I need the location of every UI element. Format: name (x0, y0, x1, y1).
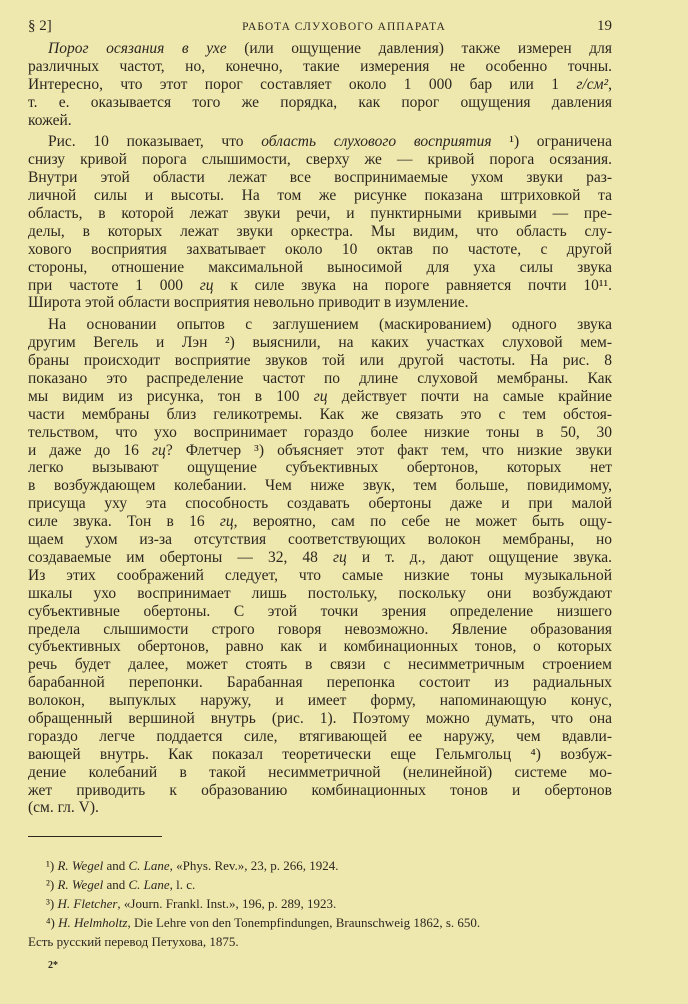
text-line (28, 495, 612, 513)
text-line (28, 567, 612, 585)
text-run: и даже до 16 (28, 441, 152, 459)
text-line (28, 187, 612, 205)
text-run: Есть русский перевод Петухова, 1875. (28, 934, 239, 949)
text-line (28, 169, 612, 187)
text-run: and (103, 858, 129, 873)
italic-text: гц (152, 441, 166, 459)
text-line (28, 334, 612, 352)
text-run: к силе звука на пороге равняется почти 10¹¹. (213, 276, 612, 294)
text-line (28, 424, 612, 442)
text-run: действует почти на самые крайние (327, 387, 612, 405)
text-line (28, 370, 612, 388)
text-run: Внутри этой области лежат все воспринимаемые ухом звуки раз- (28, 169, 612, 187)
italic-text: гц (199, 276, 214, 294)
text-run: область, в которой лежат звуки речи, и пунктирными кривыми — пре- (28, 205, 612, 223)
text-run: легко вызывают ощущение субъективных обертонов, которых нет (28, 459, 612, 477)
text-line (28, 549, 612, 567)
text-run: создаваемые им обертоны — 32, 48 (28, 548, 333, 566)
text-line (28, 531, 612, 549)
text-run: жет приводить к образованию комбинационных тонов и обертонов (28, 781, 612, 799)
text-line (28, 442, 612, 460)
text-line (28, 656, 612, 674)
body-text (28, 40, 612, 817)
text-line (28, 223, 612, 241)
section-number: § 2] (28, 18, 52, 34)
text-run: дение колебаний в такой несимметричной (нелинейной) системе мо- (28, 763, 612, 781)
text-line (28, 459, 612, 477)
text-run: (или ощущение давления) также измерен для (226, 40, 612, 57)
text-line (28, 477, 612, 495)
text-run: присуща уху эта способность создавать обертоны даже и при малой (28, 495, 612, 513)
text-run: силе звука. Тон в 16 (28, 513, 220, 531)
text-line (28, 710, 612, 728)
text-line (28, 603, 612, 621)
text-run: вающей внутрь. Как показал теоретически еще Гельмгольц ⁴) возбуж- (28, 745, 612, 763)
text-run: щаем ухом из-за отсутствия соответствующих волокон мембраны, но (28, 531, 612, 549)
text-run: гораздо легче поддается силе, втягивающей ее наружу, чем вдавли- (28, 727, 612, 745)
text-run: , «Journ. Frankl. Inst.», 196, p. 289, 1923. (117, 896, 337, 911)
italic-text: область слухового восприятия (261, 133, 492, 151)
text-run: Рис. 10 показывает, что (48, 133, 262, 151)
text-run: , «Phys. Rev.», 23, p. 266, 1924. (169, 858, 339, 873)
text-run: ¹) ограничена (491, 133, 612, 151)
text-run: Широта этой области восприятия невольно приводит в изумление. (28, 294, 469, 312)
text-run: волокон, выпуклых наружу, и имеет форму, напоминающую конус, (28, 692, 612, 710)
text-line (28, 58, 612, 76)
italic-text: H. Helmholtz (58, 915, 128, 930)
text-run: , l. c. (169, 877, 196, 892)
italic-text: г/см² (576, 75, 609, 93)
text-run: стороны, отношение максимальной выносимой для уха силы звука (28, 258, 612, 276)
text-run: различных частот, но, конечно, такие измерения не особенно точны. (28, 57, 612, 75)
text-run: браны происходит восприятие звуков той или другой частоты. На рис. 8 (28, 352, 612, 370)
text-line (28, 294, 612, 312)
text-run: and (103, 877, 129, 892)
italic-text: гц (313, 387, 328, 405)
text-line (28, 799, 612, 817)
text-run: барабанной перепонки. Барабанная перепонка состоит из радиальных (28, 674, 612, 692)
text-run: Из этих соображений следует, что самые низкие тоны музыкальной (28, 566, 612, 584)
footnote (28, 932, 628, 951)
text-run: при частоте 1 000 (28, 276, 200, 294)
text-line (28, 638, 612, 656)
text-line (28, 259, 612, 277)
footnote (28, 856, 628, 875)
text-line (28, 277, 612, 295)
text-run: мы видим из рисунка, тон в 100 (28, 387, 314, 405)
running-title: РАБОТА СЛУХОВОГО АППАРАТА (242, 21, 446, 33)
text-run: снизу кривой порога слышимости, сверху же — кривой порога осязания. (28, 151, 612, 169)
text-line (28, 746, 612, 764)
footnotes (28, 856, 628, 951)
text-run: кожей. (28, 111, 72, 129)
text-run: и т. д., дают ощущение звука. (346, 548, 612, 566)
text-line (28, 692, 612, 710)
text-run: делы, в которых лежат звуки оркестра. Мы видим, что область слу- (28, 222, 612, 240)
italic-text: гц (333, 548, 347, 566)
text-line (28, 133, 612, 151)
text-line (28, 112, 612, 130)
text-run: показано это распределение частот по длине слуховой мембраны. Как (28, 370, 612, 388)
text-run: т. е. оказывается того же порядка, как порог ощущения давления (28, 93, 612, 111)
text-run: другим Вегель и Лэн ²) выяснили, на каких участках слуховой мем- (28, 334, 612, 352)
italic-text: C. Lane (128, 858, 170, 873)
text-line (28, 316, 612, 334)
text-run: тельством, что ухо воспринимает гораздо более низкие тоны в 50, 30 (28, 423, 612, 441)
text-run: , вероятно, сам по себе не может быть ощу- (233, 513, 613, 531)
italic-text: Порог осязания в ухе (48, 40, 227, 57)
footnote (28, 894, 628, 913)
text-line (28, 352, 612, 370)
text-run: субъективные обертоны. С этой точки зрения определение низшего (28, 602, 612, 620)
text-run: , Die Lehre von den Tonempfindungen, Braunschweig 1862, s. 650. (127, 915, 481, 930)
text-run: , (608, 75, 612, 93)
text-run: (см. гл. V). (28, 799, 99, 817)
text-line (28, 406, 612, 424)
text-run: предела слышимости строго говоря невозможно. Явление образования (28, 620, 612, 638)
text-run: хового восприятия захватывает около 10 октав по частоте, с другой (28, 240, 612, 258)
text-run: ³) (46, 896, 58, 911)
text-run: ⁴) (46, 915, 59, 930)
text-line (28, 151, 612, 169)
signature-mark: 2* (48, 960, 58, 971)
text-run: части мембраны близ геликотремы. Как же связать это с тем обстоя- (28, 405, 612, 423)
text-line (28, 241, 612, 259)
text-run: речь будет далее, может стоять в связи с несимметричным строением (28, 656, 612, 674)
text-line (28, 674, 612, 692)
italic-text: C. Lane (128, 877, 170, 892)
text-run: шкалы ухо воспринимает лишь постольку, поскольку они возбуждают (28, 584, 612, 602)
text-line (28, 513, 612, 531)
text-run: Интересно, что этот порог составляет около 1 000 бар или 1 (28, 75, 577, 93)
italic-text: H. Fletcher (57, 896, 118, 911)
text-run: обращенный вершиной внутрь (рис. 1). Поэтому можно думать, что она (28, 709, 612, 727)
text-line (28, 388, 612, 406)
page-number: 19 (597, 18, 612, 34)
italic-text: R. Wegel (57, 877, 104, 892)
italic-text: R. Wegel (57, 858, 104, 873)
text-run: в возбуждающем колебании. Чем ниже звук, тем больше, повидимому, (28, 477, 612, 495)
text-line (28, 76, 612, 94)
text-run: личной силы и высоты. На том же рисунке показана штриховкой та (28, 187, 612, 205)
text-run: ²) (46, 877, 58, 892)
text-line (28, 40, 612, 58)
text-line (28, 621, 612, 639)
text-run: На основании опытов с заглушением (маскированием) одного звука (48, 316, 612, 334)
footnote-divider (28, 836, 162, 837)
text-line (28, 94, 612, 112)
text-run: субъективных обертонов, равно как и комбинационных тонов, о которых (28, 638, 612, 656)
text-run: ? Флетчер ³) объясняет этот факт тем, что низкие звуки (165, 441, 612, 459)
text-run: ¹) (46, 858, 58, 873)
text-line (28, 782, 612, 800)
text-line (28, 585, 612, 603)
footnote (28, 875, 628, 894)
footnote (28, 913, 628, 932)
text-line (28, 764, 612, 782)
italic-text: гц (219, 513, 234, 531)
text-line (28, 728, 612, 746)
text-line (28, 205, 612, 223)
